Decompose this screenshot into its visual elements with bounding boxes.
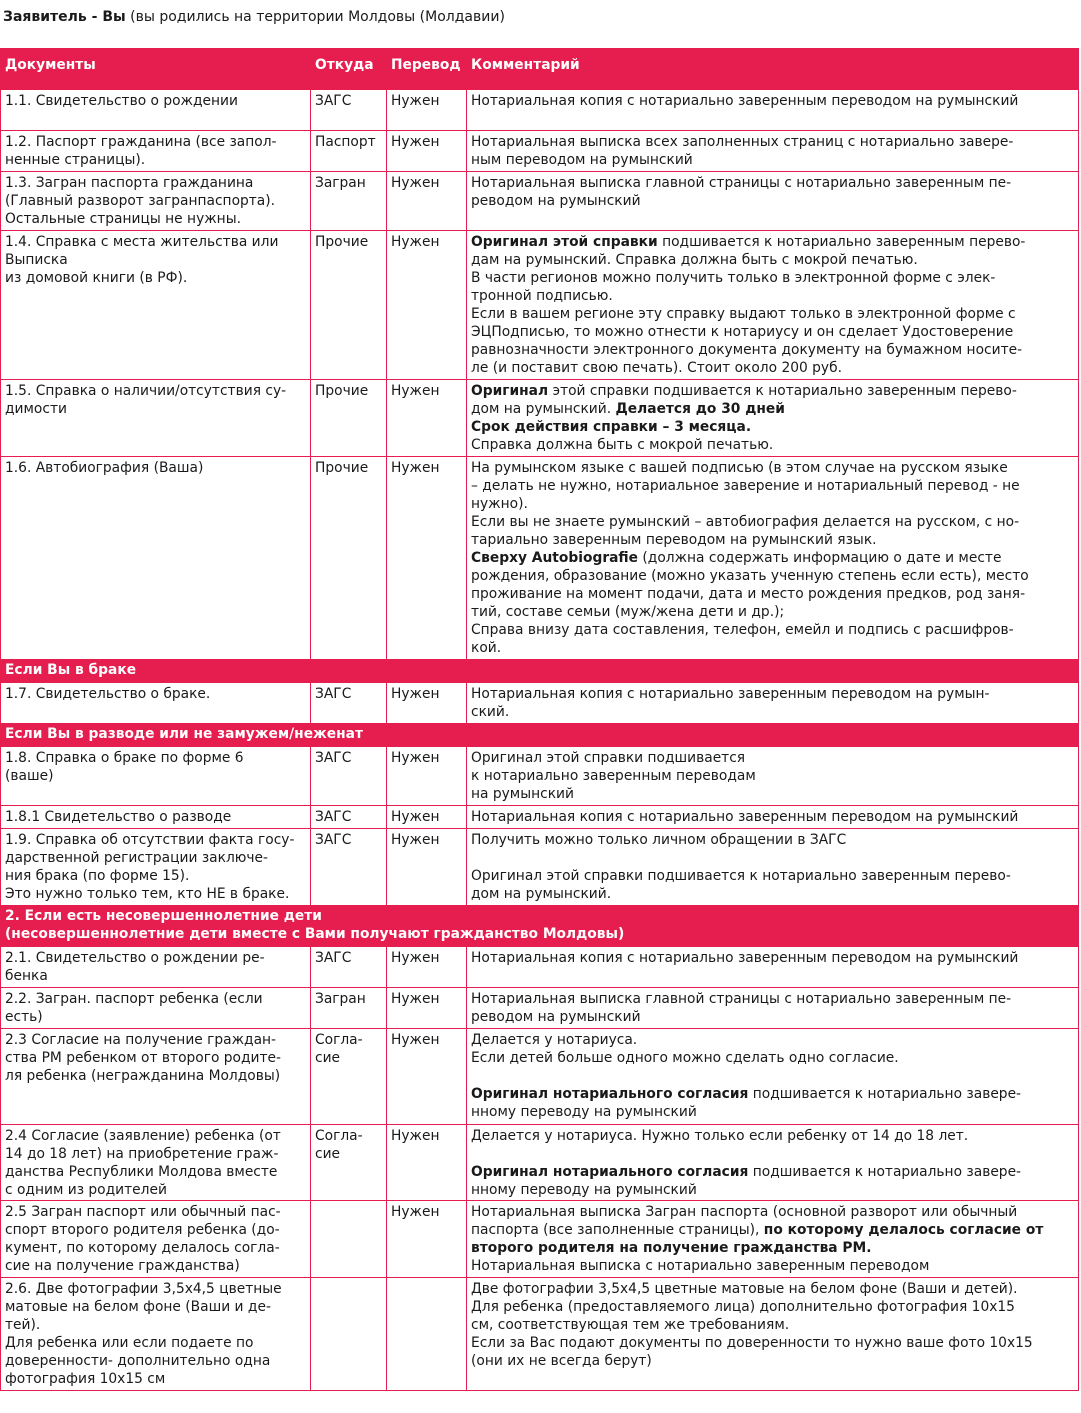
document-name-line: димости (5, 401, 67, 417)
comment-text: Справка должна быть с мокрой печатью. (471, 437, 774, 453)
comment-text: Две фотографии 3,5х4,5 цветные матовые на белом фоне (Ваши и детей). (471, 1281, 1018, 1297)
source-line: Согла- (315, 1032, 363, 1048)
document-name-line: (Главный разворот загранпаспорта). (5, 193, 276, 209)
comment-text: Получить можно только личном обращении в ЗАГС (471, 832, 847, 848)
comment-line (471, 1203, 1075, 1221)
comment-line (471, 1239, 1075, 1257)
comment-cell (467, 806, 1079, 829)
comment-text: на румынский (471, 786, 574, 802)
table-row (1, 90, 1079, 131)
comment-line (471, 1334, 1075, 1352)
comment-line (471, 767, 1075, 785)
comment-cell (467, 747, 1079, 806)
comment-text: Для ребенка (предоставляемого лица) дополнительно фотография 10х15 (471, 1299, 1015, 1315)
document-cell (1, 172, 311, 231)
comment-line (471, 785, 1075, 803)
comment-line (471, 885, 1075, 903)
comment-cell (467, 131, 1079, 172)
comment-cell (467, 1278, 1079, 1391)
comment-line (471, 849, 1075, 867)
translation-line: Нужен (391, 832, 440, 848)
column-header-translation: Перевод (387, 49, 467, 90)
comment-text: Нотариальная выписка с нотариально заверенным переводом (471, 1258, 930, 1274)
comment-line (471, 603, 1075, 621)
comment-line (471, 477, 1075, 495)
document-cell (1, 747, 311, 806)
comment-line (471, 418, 1075, 436)
document-name-line: 1.9. Справка об отсутствии факта госу- (5, 832, 295, 848)
document-name-line: 1.1. Свидетельство о рождении (5, 93, 238, 109)
header-row (1, 49, 1079, 90)
table-row (1, 988, 1079, 1029)
document-name-line: 2.5 Загран паспорт или обычный пас- (5, 1204, 281, 1220)
document-name-line: кумент, по которому делалось согла- (5, 1240, 280, 1256)
comment-text: подшивается к нотариально завере- (748, 1086, 1022, 1102)
comment-line (471, 1049, 1075, 1067)
document-cell (1, 131, 311, 172)
comment-emphasis: Делается до 30 дней (615, 401, 785, 417)
table-row (1, 829, 1079, 906)
document-name-line: данства Республики Молдова вместе (5, 1164, 278, 1180)
comment-text: ле (и поставит свою печать). Стоит около 200 руб. (471, 360, 842, 376)
comment-cell (467, 683, 1079, 724)
source-line: ЗАГС (315, 809, 352, 825)
comment-text: ский. (471, 704, 510, 720)
comment-emphasis: Оригинал (471, 383, 549, 399)
comment-text: Если детей больше одного можно сделать одно согласие. (471, 1050, 899, 1066)
comment-text: проживание на момент подачи, дата и место рождения предков, род заня- (471, 586, 1026, 602)
translation-line: Нужен (391, 1204, 440, 1220)
document-name-line: с одним из родителей (5, 1182, 167, 1198)
translation-line: Нужен (391, 809, 440, 825)
comment-text: ЭЦПодписью, то можно отнести к нотариусу и он сделает Удостоверение (471, 324, 1014, 340)
comment-line (471, 531, 1075, 549)
comment-text: Нотариальная копия с нотариально заверенным переводом на румын- (471, 686, 990, 702)
source-cell (311, 747, 387, 806)
document-cell (1, 806, 311, 829)
comment-text: нному переводу на румынский (471, 1182, 697, 1198)
comment-text: Если в вашем регионе эту справку выдают только в электронной форме с (471, 306, 1016, 322)
comment-line (471, 1257, 1075, 1275)
comment-text: паспорта (все заполненные страницы), (471, 1222, 764, 1238)
comment-cell (467, 90, 1079, 131)
translation-cell (387, 829, 467, 906)
source-cell (311, 806, 387, 829)
source-line: Паспорт (315, 134, 376, 150)
document-name-line: ния брака (по форме 15). (5, 868, 190, 884)
section-title-line: 2. Если есть несовершеннолетние дети (5, 908, 322, 924)
comment-cell (467, 1125, 1079, 1201)
comment-text: Нотариальная копия с нотариально заверенным переводом на румынский (471, 950, 1019, 966)
comment-text: рождения, образование (можно указать ученную степень если есть), место (471, 568, 1029, 584)
source-line: Согла- (315, 1128, 363, 1144)
column-header-documents: Документы (1, 49, 311, 90)
document-name-line: доверенности- дополнительно одна (5, 1353, 271, 1369)
comment-cell (467, 231, 1079, 380)
comment-text: тий, составе семьи (муж/жена дети и др.); (471, 604, 785, 620)
source-line: Прочие (315, 383, 369, 399)
comment-line (471, 251, 1075, 269)
source-cell (311, 1201, 387, 1278)
comment-line (471, 549, 1075, 567)
comment-line (471, 92, 1075, 110)
source-line: Загран (315, 991, 366, 1007)
source-cell (311, 1125, 387, 1201)
translation-line: Нужен (391, 460, 440, 476)
comment-emphasis: Оригинал нотариального согласия (471, 1086, 749, 1102)
comment-line (471, 1181, 1075, 1199)
comment-text: Делается у нотариуса. Нужно только если ребенку от 14 до 18 лет. (471, 1128, 969, 1144)
document-cell (1, 683, 311, 724)
comment-line (471, 459, 1075, 477)
source-cell (311, 231, 387, 380)
comment-line (471, 867, 1075, 885)
section-title (1, 906, 1079, 947)
comment-emphasis: по которому делалось согласие от (763, 1222, 1044, 1238)
document-name-line: 14 до 18 лет) на приобретение граж- (5, 1146, 279, 1162)
section-title-line: Если Вы в разводе или не замужем/неженат (5, 726, 363, 742)
document-name-line: (ваше) (5, 768, 54, 784)
document-name-line: 2.6. Две фотографии 3,5х4,5 цветные (5, 1281, 282, 1297)
source-cell (311, 1278, 387, 1391)
document-cell (1, 1278, 311, 1391)
comment-text: Если за Вас подают документы по доверенности то нужно ваше фото 10х15 (471, 1335, 1033, 1351)
comment-text: подшивается к нотариально завере- (748, 1164, 1022, 1180)
table-row (1, 1125, 1079, 1201)
page-heading (3, 8, 505, 26)
comment-line (471, 808, 1075, 826)
comment-line (471, 1298, 1075, 1316)
translation-line: Нужен (391, 750, 440, 766)
document-name-line: 1.8.1 Свидетельство о разводе (5, 809, 232, 825)
comment-line (471, 436, 1075, 454)
document-name-line: матовые на белом фоне (Ваши и де- (5, 1299, 271, 1315)
comment-text: Нотариальная копия с нотариально заверенным переводом на румынский (471, 809, 1019, 825)
comment-line (471, 1103, 1075, 1121)
section-row (1, 724, 1079, 747)
document-cell (1, 829, 311, 906)
comment-line (471, 990, 1075, 1008)
comment-line (471, 400, 1075, 418)
comment-line (471, 133, 1075, 151)
comment-text: Нотариальная выписка главной страницы с нотариально заверенным пе- (471, 175, 1012, 191)
translation-cell (387, 1125, 467, 1201)
document-name-line: сие на получение гражданства) (5, 1258, 240, 1274)
comment-line (471, 749, 1075, 767)
translation-cell (387, 172, 467, 231)
section-title-line: (несовершеннолетние дети вместе с Вами получают гражданство Молдовы) (5, 926, 625, 942)
document-name-line: ненные страницы). (5, 152, 146, 168)
translation-cell (387, 1029, 467, 1125)
comment-line (471, 1127, 1075, 1145)
source-line: ЗАГС (315, 832, 352, 848)
translation-line: Нужен (391, 1128, 440, 1144)
section-title (1, 724, 1079, 747)
comment-line (471, 831, 1075, 849)
comment-cell (467, 1029, 1079, 1125)
source-cell (311, 172, 387, 231)
comment-text: Нотариальная выписка главной страницы с нотариально заверенным пе- (471, 991, 1012, 1007)
document-name-line: 1.5. Справка о наличии/отсутствия су- (5, 383, 287, 399)
section-title (1, 660, 1079, 683)
translation-line: Нужен (391, 175, 440, 191)
comment-text: тронной подписью. (471, 288, 613, 304)
source-line: ЗАГС (315, 750, 352, 766)
comment-emphasis: Оригинал нотариального согласия (471, 1164, 749, 1180)
comment-text: этой справки подшивается к нотариально заверенным перево- (548, 383, 1017, 399)
document-name-line: ля ребенка (негражданина Молдовы) (5, 1068, 281, 1084)
comment-cell (467, 172, 1079, 231)
comment-text: см, соответствующая тем же требованиям. (471, 1317, 790, 1333)
comment-text: нужно). (471, 496, 528, 512)
document-name-line: 2.4 Согласие (заявление) ребенка (от (5, 1128, 281, 1144)
comment-cell (467, 947, 1079, 988)
source-cell (311, 1029, 387, 1125)
comment-text: На румынском языке с вашей подписью (в этом случае на русском языке (471, 460, 1008, 476)
comment-emphasis: Оригинал этой справки (471, 234, 658, 250)
comment-text: дом на румынский. (471, 886, 612, 902)
table-header (1, 49, 1079, 90)
comment-line (471, 174, 1075, 192)
table-row (1, 131, 1079, 172)
table-row (1, 172, 1079, 231)
document-name-line: фотография 10х15 см (5, 1371, 166, 1387)
translation-cell (387, 683, 467, 724)
document-name-line: бенка (5, 968, 48, 984)
document-cell (1, 1125, 311, 1201)
comment-text: Нотариальная копия с нотариально заверенным переводом на румынский (471, 93, 1019, 109)
document-name-line: тей). (5, 1317, 41, 1333)
section-row (1, 660, 1079, 683)
document-name-line: 2.1. Свидетельство о рождении ре- (5, 950, 265, 966)
comment-text: Если вы не знаете румынский – автобиография делается на русском, с но- (471, 514, 1020, 530)
comment-line (471, 1280, 1075, 1298)
comment-line (471, 1163, 1075, 1181)
section-row (1, 906, 1079, 947)
comment-line (471, 382, 1075, 400)
translation-cell (387, 1201, 467, 1278)
comment-line (471, 621, 1075, 639)
document-cell (1, 457, 311, 660)
page-heading-rest: (вы родились на территории Молдовы (Молдавии) (125, 9, 505, 25)
page-heading-bold: Заявитель - Вы (3, 9, 126, 25)
translation-cell (387, 457, 467, 660)
comment-line (471, 305, 1075, 323)
translation-line: Нужен (391, 991, 440, 1007)
translation-cell (387, 380, 467, 457)
source-cell (311, 988, 387, 1029)
comment-emphasis: второго родителя на получение гражданства РМ. (471, 1240, 872, 1256)
document-name-line: ства РМ ребенком от второго родите- (5, 1050, 281, 1066)
comment-line (471, 269, 1075, 287)
document-name-line: 1.8. Справка о браке по форме 6 (5, 750, 244, 766)
comment-text: (они их не всегда берут) (471, 1353, 652, 1369)
comment-cell (467, 1201, 1079, 1278)
source-cell (311, 380, 387, 457)
table-row (1, 231, 1079, 380)
document-cell (1, 988, 311, 1029)
source-line: сие (315, 1146, 341, 1162)
comment-text: Оригинал этой справки подшивается к нотариально заверенным перево- (471, 868, 1011, 884)
comment-cell (467, 380, 1079, 457)
comment-line (471, 703, 1075, 721)
comment-text: Оригинал этой справки подшивается (471, 750, 746, 766)
comment-text: к нотариально заверенным переводам (471, 768, 756, 784)
translation-line: Нужен (391, 134, 440, 150)
document-cell (1, 380, 311, 457)
document-cell (1, 947, 311, 988)
comment-line (471, 287, 1075, 305)
comment-text: ным переводом на румынский (471, 152, 693, 168)
comment-line (471, 1008, 1075, 1026)
comment-text: Делается у нотариуса. (471, 1032, 638, 1048)
translation-line: Нужен (391, 686, 440, 702)
section-title-line: Если Вы в браке (5, 662, 137, 678)
translation-cell (387, 1278, 467, 1391)
translation-line: Нужен (391, 383, 440, 399)
documents-table (0, 48, 1079, 1391)
comment-line (471, 567, 1075, 585)
comment-text: равнозначности электронного документа документу на бумажном носите- (471, 342, 1023, 358)
document-cell (1, 1029, 311, 1125)
comment-line (471, 359, 1075, 377)
document-cell (1, 231, 311, 380)
table-row (1, 380, 1079, 457)
comment-text: реводом на румынский (471, 193, 641, 209)
comment-line (471, 1031, 1075, 1049)
comment-line (471, 949, 1075, 967)
translation-cell (387, 131, 467, 172)
comment-text: реводом на румынский (471, 1009, 641, 1025)
comment-text: Справа внизу дата составления, телефон, емейл и подпись с расшифров- (471, 622, 1014, 638)
comment-text: Нотариальная выписка всех заполненных страниц с нотариально завере- (471, 134, 1014, 150)
source-line: ЗАГС (315, 950, 352, 966)
comment-line (471, 151, 1075, 169)
document-name-line: спорт второго родителя ребенка (до- (5, 1222, 280, 1238)
source-line: сие (315, 1050, 341, 1066)
document-name-line: 1.7. Свидетельство о браке. (5, 686, 211, 702)
comment-text: нному переводу на румынский (471, 1104, 697, 1120)
comment-emphasis: Срок действия справки – 3 месяца. (471, 419, 752, 435)
comment-cell (467, 829, 1079, 906)
comment-text: Нотариальная выписка Загран паспорта (основной разворот или обычный (471, 1204, 1018, 1220)
comment-text: (должна содержать информацию о дате и месте (638, 550, 1002, 566)
table-body (1, 90, 1079, 1391)
column-header-source: Откуда (311, 49, 387, 90)
table-row (1, 457, 1079, 660)
document-name-line: 1.2. Паспорт гражданина (все запол- (5, 134, 277, 150)
comment-text: – делать не нужно, нотариальное заверение и нотариальный перевод - не (471, 478, 1020, 494)
document-name-line: из домовой книги (в РФ). (5, 270, 188, 286)
source-line: Загран (315, 175, 366, 191)
comment-line (471, 1352, 1075, 1370)
translation-cell (387, 747, 467, 806)
table-row (1, 683, 1079, 724)
comment-line (471, 341, 1075, 359)
document-cell (1, 1201, 311, 1278)
table-row (1, 1201, 1079, 1278)
comment-text: кой. (471, 640, 502, 656)
translation-line: Нужен (391, 93, 440, 109)
comment-line (471, 1067, 1075, 1085)
comment-line (471, 685, 1075, 703)
source-cell (311, 90, 387, 131)
comment-line (471, 1145, 1075, 1163)
document-name-line: 1.6. Автобиография (Ваша) (5, 460, 204, 476)
comment-text: подшивается к нотариально заверенным перево- (657, 234, 1026, 250)
document-name-line: 1.4. Справка с места жительства или (5, 234, 279, 250)
comment-text: В части регионов можно получить только в электронной форме с элек- (471, 270, 996, 286)
comment-line (471, 585, 1075, 603)
document-name-line: 2.3 Согласие на получение граждан- (5, 1032, 277, 1048)
comment-line (471, 639, 1075, 657)
source-line: ЗАГС (315, 686, 352, 702)
table-row (1, 947, 1079, 988)
document-name-line: Остальные страницы не нужны. (5, 211, 241, 227)
comment-emphasis: Сверху Autobiografie (471, 550, 639, 566)
document-cell (1, 90, 311, 131)
source-line: Прочие (315, 234, 369, 250)
translation-line: Нужен (391, 234, 440, 250)
translation-line: Нужен (391, 1032, 440, 1048)
source-line: ЗАГС (315, 93, 352, 109)
comment-line (471, 495, 1075, 513)
comment-cell (467, 457, 1079, 660)
document-name-line: есть) (5, 1009, 43, 1025)
comment-text: дам на румынский. Справка должна быть с мокрой печатью. (471, 252, 918, 268)
source-cell (311, 683, 387, 724)
table-row (1, 1278, 1079, 1391)
table-row (1, 806, 1079, 829)
source-cell (311, 829, 387, 906)
document-name-line: Для ребенка или если подаете по (5, 1335, 254, 1351)
comment-line (471, 192, 1075, 210)
translation-cell (387, 231, 467, 380)
comment-text: дом на румынский. (471, 401, 616, 417)
document-name-line: дарственной регистрации заключе- (5, 850, 269, 866)
translation-cell (387, 947, 467, 988)
document-name-line: 2.2. Загран. паспорт ребенка (если (5, 991, 263, 1007)
comment-line (471, 323, 1075, 341)
source-cell (311, 947, 387, 988)
source-cell (311, 457, 387, 660)
translation-cell (387, 806, 467, 829)
translation-cell (387, 90, 467, 131)
column-header-comment: Комментарий (467, 49, 1079, 90)
translation-line: Нужен (391, 950, 440, 966)
comment-text: тариально заверенным переводом на румынский язык. (471, 532, 877, 548)
table-row (1, 747, 1079, 806)
comment-line (471, 513, 1075, 531)
comment-line (471, 1221, 1075, 1239)
document-name-line: Выписка (5, 252, 68, 268)
comment-cell (467, 988, 1079, 1029)
table-row (1, 1029, 1079, 1125)
document-name-line: Это нужно только тем, кто НЕ в браке. (5, 886, 290, 902)
comment-line (471, 1316, 1075, 1334)
source-cell (311, 131, 387, 172)
document-name-line: 1.3. Загран паспорта гражданина (5, 175, 254, 191)
translation-cell (387, 988, 467, 1029)
source-line: Прочие (315, 460, 369, 476)
comment-line (471, 233, 1075, 251)
comment-line (471, 1085, 1075, 1103)
